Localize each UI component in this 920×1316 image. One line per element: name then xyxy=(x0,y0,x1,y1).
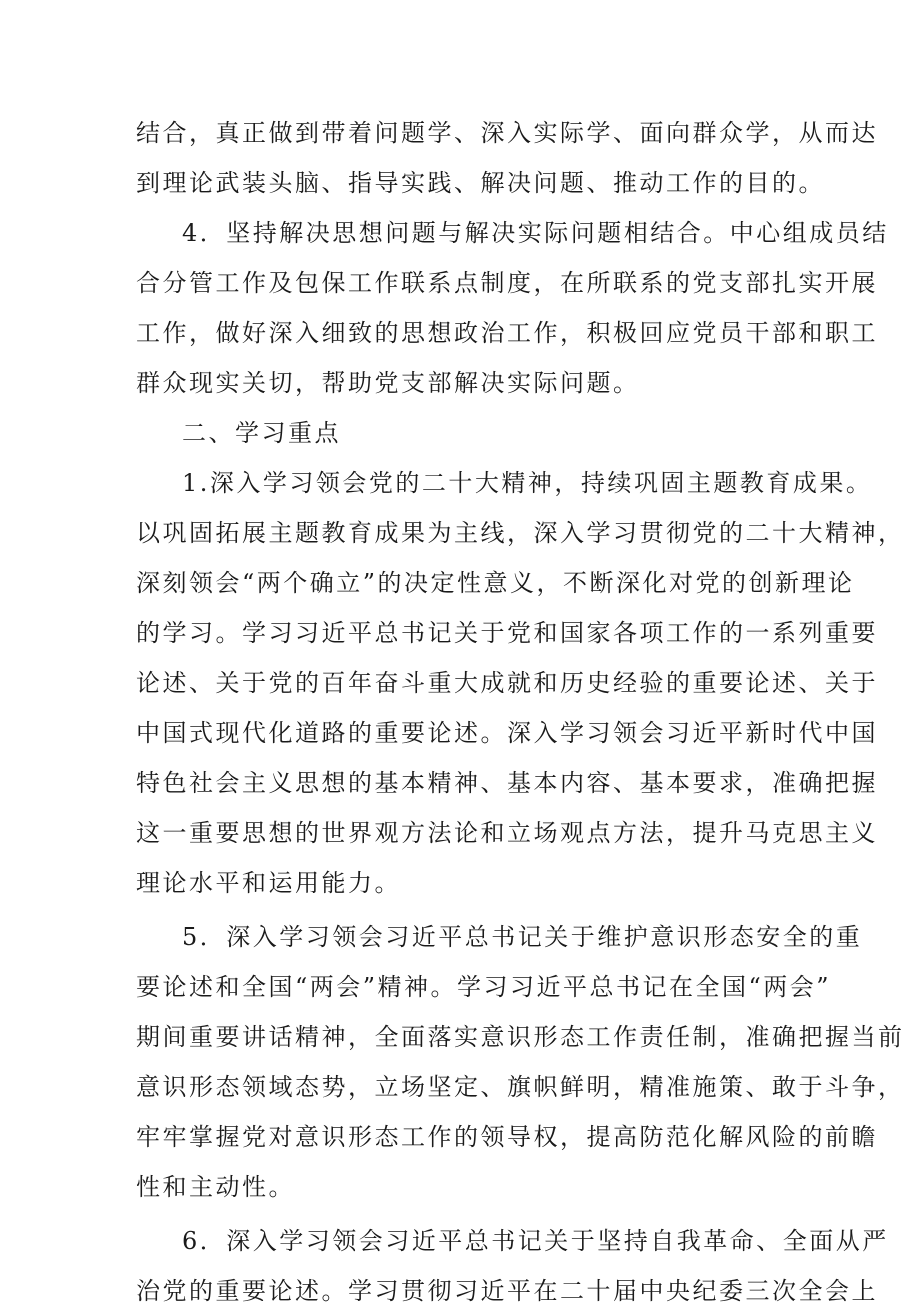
paragraph-item-5 xyxy=(136,912,905,1212)
text-line: 这一重要思想的世界观方法论和立场观点方法，提升马克思主义 xyxy=(136,819,878,847)
document-page xyxy=(136,108,905,1316)
text-line: 期间重要讲话精神，全面落实意识形态工作责任制，准确把握当前 xyxy=(136,1023,905,1051)
text-line: 论述、关于党的百年奋斗重大成就和历史经验的重要论述、关于 xyxy=(136,669,878,697)
text-line: 理论水平和运用能力。 xyxy=(136,869,401,897)
text-line: 性和主动性。 xyxy=(136,1173,295,1201)
text-line: 牢牢掌握党对意识形态工作的领导权，提高防范化解风险的前瞻 xyxy=(136,1123,878,1151)
text-line: 以巩固拓展主题教育成果为主线，深入学习贯彻党的二十大精神， xyxy=(136,519,905,547)
text-line: 工作，做好深入细致的思想政治工作，积极回应党员干部和职工 xyxy=(136,319,878,347)
text-line: 中国式现代化道路的重要论述。深入学习领会习近平新时代中国 xyxy=(136,719,878,747)
paragraph-item-1 xyxy=(136,458,905,908)
heading-text: 二、学习重点 xyxy=(182,419,341,447)
text-line: 到理论武装头脑、指导实践、解决问题、推动工作的目的。 xyxy=(136,169,825,197)
paragraph-continuation xyxy=(136,108,878,208)
text-line: 群众现实关切，帮助党支部解决实际问题。 xyxy=(136,369,640,397)
text-line: 合分管工作及包保工作联系点制度，在所联系的党支部扎实开展 xyxy=(136,269,878,297)
text-line: 特色社会主义思想的基本精神、基本内容、基本要求，准确把握 xyxy=(136,769,878,797)
text-line: 治党的重要论述。学习贯彻习近平在二十届中央纪委三次全会上 xyxy=(136,1277,878,1305)
text-line: 深刻领会“两个确立”的决定性意义，不断深化对党的创新理论 xyxy=(136,569,855,597)
text-line: 6．深入学习领会习近平总书记关于坚持自我革命、全面从严 xyxy=(182,1227,889,1255)
text-line: 要论述和全国“两会”精神。学习习近平总书记在全国“两会” xyxy=(136,973,832,1001)
text-line: 4．坚持解决思想问题与解决实际问题相结合。中心组成员结 xyxy=(182,219,889,247)
section-heading xyxy=(136,408,796,458)
text-line: 5．深入学习领会习近平总书记关于维护意识形态安全的重 xyxy=(182,923,863,951)
text-line: 结合，真正做到带着问题学、深入实际学、面向群众学，从而达 xyxy=(136,119,878,147)
paragraph-item-6 xyxy=(136,1216,889,1316)
text-line: 的学习。学习习近平总书记关于党和国家各项工作的一系列重要 xyxy=(136,619,878,647)
text-line: 意识形态领域态势，立场坚定、旗帜鲜明，精准施策、敢于斗争， xyxy=(136,1073,905,1101)
text-line: 1.深入学习领会党的二十大精神，持续巩固主题教育成果。 xyxy=(182,469,873,497)
paragraph-item-4 xyxy=(136,208,889,408)
